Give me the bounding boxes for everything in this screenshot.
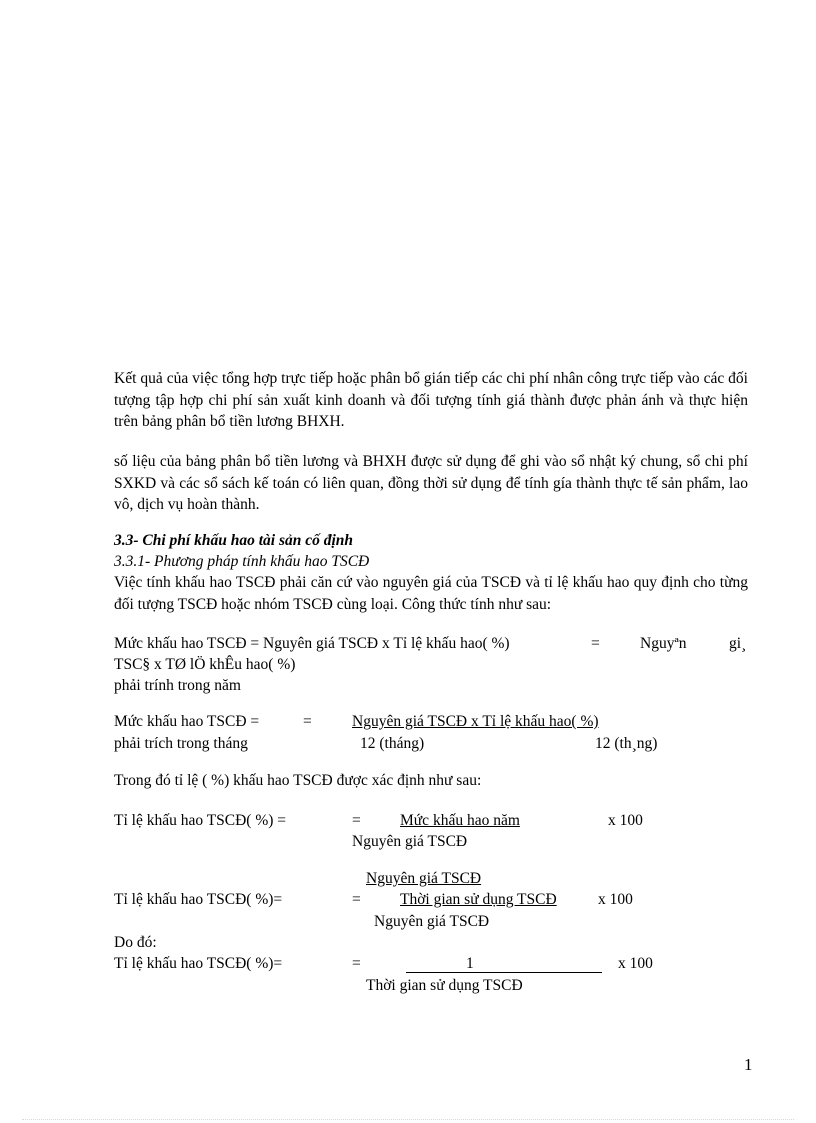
page-number: 1 bbox=[744, 1055, 753, 1074]
formula1-garbled-a: Nguyªn bbox=[640, 635, 687, 652]
formula2-denominator-1: 12 (tháng) bbox=[360, 735, 425, 752]
formula5-equals: = bbox=[352, 955, 361, 972]
formula4-times: x 100 bbox=[598, 891, 633, 908]
subsection-heading: 3.3.1- Phương pháp tính khấu hao TSCĐ bbox=[114, 553, 370, 570]
formula4-bottom: Nguyên giá TSCĐ bbox=[374, 913, 490, 930]
section-heading: 3.3- Chi phí khấu hao tài sản cố định bbox=[114, 532, 354, 549]
formula1-line3: phải trính trong năm bbox=[114, 677, 241, 694]
formula3-denominator: Nguyên giá TSCĐ bbox=[352, 833, 468, 850]
formula4-middle: Thời gian sử dụng TSCĐ bbox=[400, 891, 557, 908]
formula4-equals: = bbox=[352, 891, 361, 908]
formula4-top: Nguyên giá TSCĐ bbox=[366, 870, 482, 887]
formula2-numerator: Nguyên giá TSCĐ x Tỉ lệ khấu hao( %) bbox=[352, 713, 599, 730]
formula1-line2: TSC§ x TØ lÖ khÊu hao( %) bbox=[114, 656, 296, 673]
paragraph-depreciation-basis: Việc tính khấu hao TSCĐ phải căn cứ vào nguyên giá của TSCĐ và tỉ lệ khấu hao quy định cho từng đối tượng TSCĐ hoặc nhóm TSCĐ cùng loại. Công thức tính như sau: bbox=[114, 574, 748, 613]
formula2-sub-left: phải trích trong tháng bbox=[114, 735, 248, 752]
formula2-equals: = bbox=[303, 713, 312, 730]
formula5-denominator: Thời gian sử dụng TSCĐ bbox=[366, 977, 523, 994]
formula3-numerator: Mức khấu hao năm bbox=[400, 812, 520, 829]
rate-intro: Trong đó tỉ lệ ( %) khấu hao TSCĐ được xác định như sau: bbox=[114, 772, 482, 789]
formula4-left: Tỉ lệ khấu hao TSCĐ( %)= bbox=[114, 891, 283, 908]
formula2-left: Mức khấu hao TSCĐ = bbox=[114, 713, 260, 730]
page-bottom-border bbox=[22, 1119, 794, 1120]
formula3-equals: = bbox=[352, 812, 361, 829]
formula3-times: x 100 bbox=[608, 812, 643, 829]
formula3-left: Tỉ lệ khấu hao TSCĐ( %) = bbox=[114, 812, 287, 829]
formula5-left: Tỉ lệ khấu hao TSCĐ( %)= bbox=[114, 955, 283, 972]
do-do-label: Do đó: bbox=[114, 934, 157, 951]
formula1-equals: = bbox=[591, 635, 600, 652]
formula2-denominator-2: 12 (th¸ng) bbox=[595, 735, 658, 752]
formula1-left: Mức khấu hao TSCĐ = Nguyên giá TSCĐ x Tỉ lệ khấu hao( %) bbox=[114, 635, 510, 652]
paragraph-salary-allocation-usage: số liệu của bảng phân bổ tiền lương và BHXH được sử dụng để ghi vào sổ nhật ký chung, sổ chi phí SXKD và các sổ sách kế toán có liên quan, đồng thời sử dụng để tính gía thành thực tế sản phẩm, lao vô, dịch vụ hoàn thành. bbox=[114, 453, 748, 513]
formula5-numerator: 1 bbox=[466, 955, 474, 972]
formula1-garbled-b: gi¸ bbox=[729, 635, 747, 652]
formula5-fraction-line bbox=[406, 972, 602, 973]
paragraph-labor-cost-allocation: Kết quả của việc tổng hợp trực tiếp hoặc phân bổ gián tiếp các chi phí nhân công trực tiếp vào các đối tượng tập hợp chi phí sản xuất kinh doanh và đối tượng tính giá thành được phản ánh và thực hiện trên bảng phân bổ tiền lương BHXH. bbox=[114, 370, 748, 430]
formula5-times: x 100 bbox=[618, 955, 653, 972]
